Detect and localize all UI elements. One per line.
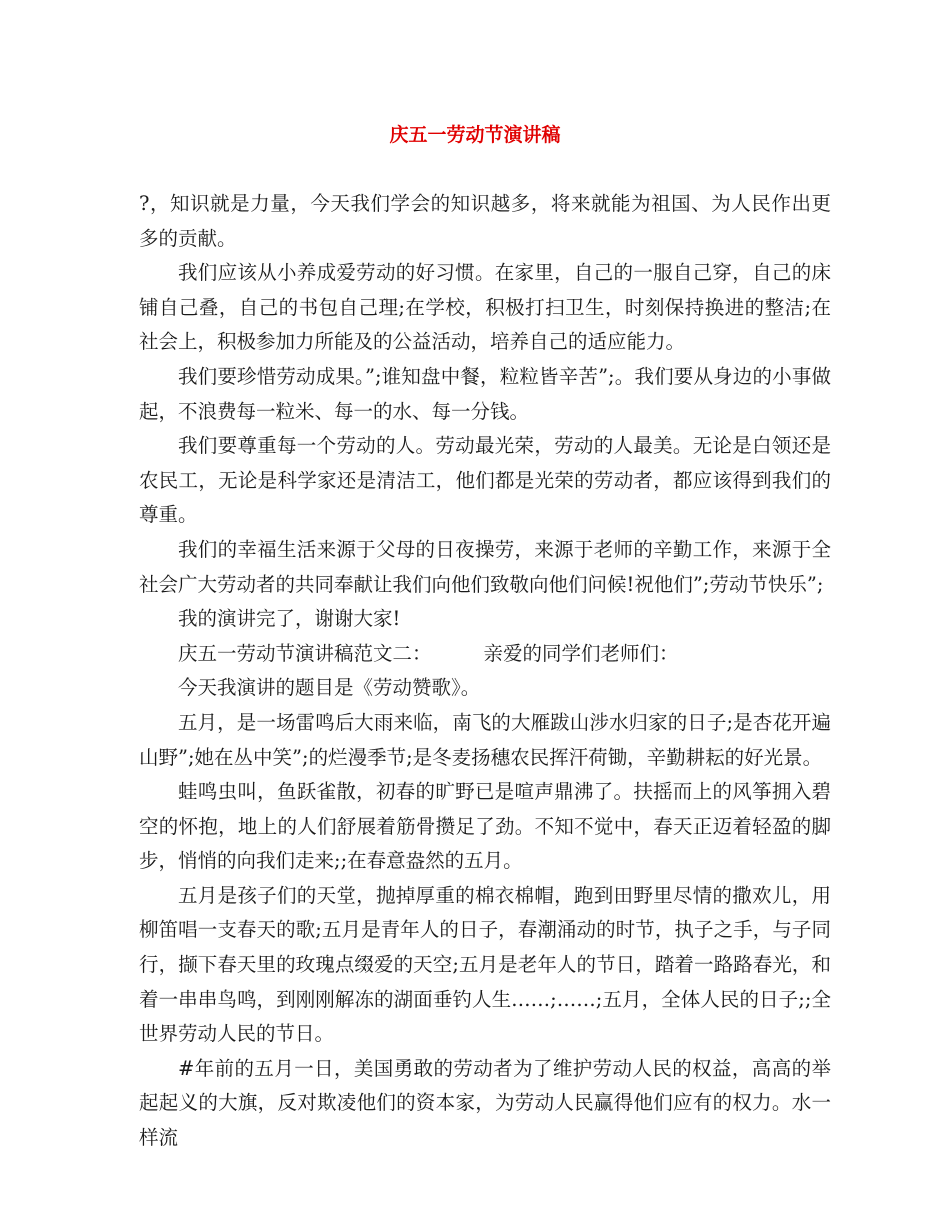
paragraph-1: ?，知识就是力量，今天我们学会的知识越多，将来就能为祖国、为人民作出更多的贡献。 <box>139 192 831 250</box>
paragraph-10: 蛙鸣虫叫，鱼跃雀散，初春的旷野已是喧声鼎沸了。扶摇而上的风筝拥入碧空的怀抱，地上的人们舒展着筋骨攒足了劲。不知不觉中，春天正迈着轻盈的脚步，悄悄的向我们走来;;在春意盎然的五月。 <box>139 780 831 873</box>
paragraph-12: #年前的五月一日，美国勇敢的劳动者为了维护劳动人民的权益，高高的举起起义的大旗，反对欺凌他们的资本家，为劳动人民赢得他们应有的权力。水一样流 <box>139 1056 831 1150</box>
paragraph-4: 我们要尊重每一个劳动的人。劳动最光荣，劳动的人最美。无论是白领还是农民工，无论是科学家还是清洁工，他们都是光荣的劳动者，都应该得到我们的尊重。 <box>139 434 831 527</box>
sample-greeting: 亲爱的同学们老师们： <box>483 641 679 665</box>
document-title: 庆五一劳动节演讲稿 <box>389 124 561 146</box>
paragraph-11: 五月是孩子们的天堂，抛掉厚重的棉衣棉帽，跑到田野里尽情的撒欢儿，用柳笛唱一支春天的歌;五月是青年人的日子，春潮涌动的时节，执子之手，与子同行，撷下春天里的玫瑰点缀爱的天空;五月是老年人的节日，踏着一路路春光，和着一串串鸟鸣，到刚刚解冻的湖面垂钓人生……;……;五月，全体人民的日子;;全世界劳动人民的节日。 <box>139 883 831 1046</box>
paragraph-5: 我们的幸福生活来源于父母的日夜操劳，来源于老师的辛勤工作，来源于全社会广大劳动者的共同奉献让我们向他们致敬向他们问候!祝他们”;劳动节快乐”; <box>139 537 831 596</box>
paragraph-8: 今天我演讲的题目是《劳动赞歌》。 <box>178 676 481 700</box>
paragraph-7 <box>139 637 831 672</box>
paragraph-6: 我的演讲完了，谢谢大家! <box>178 607 401 631</box>
paragraph-9: 五月，是一场雷鸣后大雨来临，南飞的大雁跋山涉水归家的日子;是杏花开遍山野”;她在丛中笑”;的烂漫季节;是冬麦扬穗农民挥汗荷锄，辛勤耕耘的好光景。 <box>139 710 831 769</box>
document-body <box>139 187 831 1156</box>
sample-heading: 庆五一劳动节演讲稿范文二： <box>178 641 432 665</box>
paragraph-3: 我们要珍惜劳动成果。”;谁知盘中餐，粒粒皆辛苦”;。我们要从身边的小事做起，不浪费每一粒米、每一的水、每一分钱。 <box>139 364 831 423</box>
paragraph-2: 我们应该从小养成爱劳动的好习惯。在家里，自己的一服自己穿，自己的床铺自己叠，自己的书包自己理;在学校，积极打扫卫生，时刻保持换进的整洁;在社会上，积极参加力所能及的公益活动，培养自己的适应能力。 <box>139 261 831 354</box>
